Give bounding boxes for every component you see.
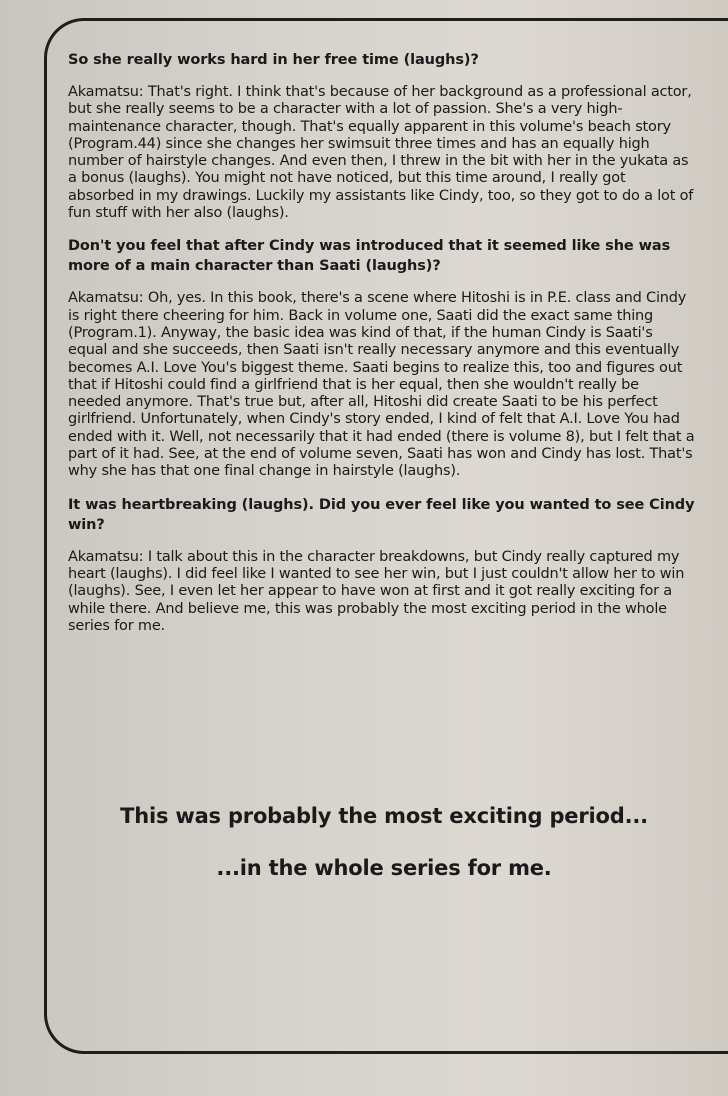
interview-question-3: It was heartbreaking (laughs). Did you ever feel like you wanted to see Cindy win?	[68, 496, 695, 533]
pull-quote-line-1: This was probably the most exciting period...	[120, 804, 648, 828]
interview-answer-3: Akamatsu: I talk about this in the character breakdowns, but Cindy really captured my heart (laughs). I did feel like I wanted to see her win, but I just couldn't allow her to win (laughs). See, I even let her appear to have won at first and it got really exciting for a while there. And believe me, this was probably the most exciting period in the whole series for me.	[68, 548, 685, 634]
interview-answer-2: Akamatsu: Oh, yes. In this book, there's a scene where Hitoshi is in P.E. class and Cindy is right there cheering for him. Back in volume one, Saati did the exact same thing (Program.1). Anyway, the basic idea was kind of that, if the human Cindy is Saati's equal and she succeeds, then Saati isn't really necessary anymore and this eventually becomes A.I. Love You's biggest theme. Saati begins to realize this, too and figures out that if Hitoshi could find a girlfriend that is her equal, then she wouldn't really be needed anymore. That's true but, after all, Hitoshi did create Saati to be his perfect girlfriend. Unfortunately, when Cindy's story ended, I kind of felt that A.I. Love You had ended with it. Well, not necessarily that it had ended (there is volume 8), but I felt that a part of it had. See, at the end of volume seven, Saati has won and Cindy has lost. That's why she has that one final change in hairstyle (laughs).	[68, 290, 695, 480]
interview-answer-1: Akamatsu: That's right. I think that's because of her background as a professional actor, but she really seems to be a character with a lot of passion. She's a very high-maintenance character, though. That's equally apparent in this volume's beach story (Program.44) since she changes her swimsuit three times and has an equally high number of hairstyle changes. And even then, I threw in the bit with her in the yukata as a bonus (laughs). You might not have noticed, but this time around, I really got absorbed in my drawings. Luckily my assistants like Cindy, too, so they got to do a lot of fun stuff with her also (laughs).	[68, 84, 694, 222]
interview-text	[68, 50, 696, 649]
pull-quote-line-2: ...in the whole series for me.	[216, 856, 552, 880]
interview-question-1: So she really works hard in her free time (laughs)?	[68, 52, 479, 68]
interview-question-2: Don't you feel that after Cindy was introduced that it seemed like she was more of a main character than Saati (laughs)?	[68, 238, 671, 275]
